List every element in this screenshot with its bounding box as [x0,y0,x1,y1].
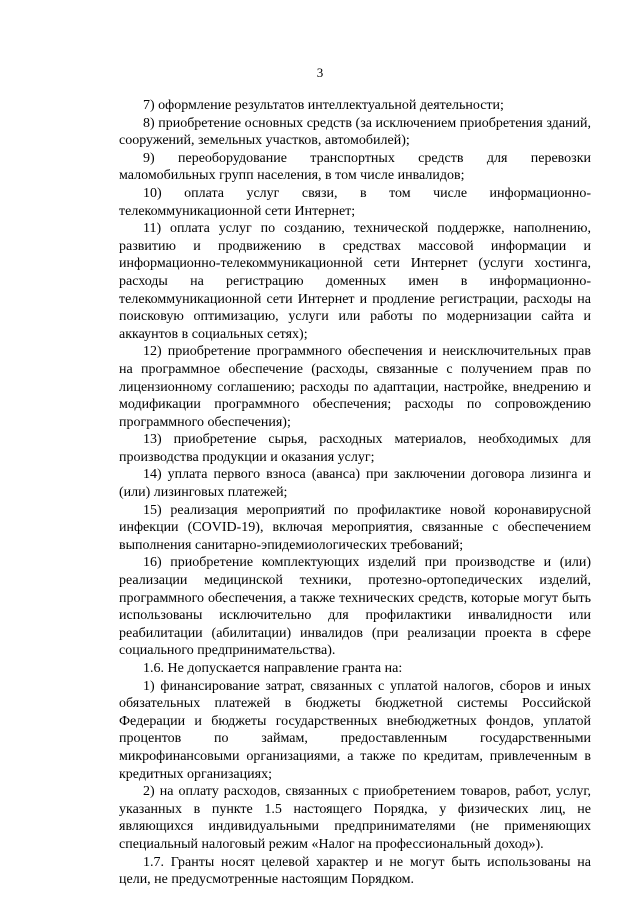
paragraph-item-15: 15) реализация мероприятий по профилактике новой коронавирусной инфекции (COVID-19), включая мероприятия, связанные с обеспечением выполнения санитарно-эпидемиологических требований; [119,502,591,553]
paragraph-item-11: 11) оплата услуг по созданию, технической поддержке, наполнению, развитию и продвижению в средствах массовой информации и информационно-телекоммуникационной сети Интернет (услуги хостинга, расходы на регистрацию доменных имен в информационно-телекоммуникационной сети Интернет и продление регистрации, расходы на поисковую оптимизацию, услуги или работы по модернизации сайта и аккаунтов в социальных сетях); [119,221,591,342]
paragraph-item-12: 12) приобретение программного обеспечения и неисключительных прав на программное обеспечение (расходы, связанные с получением прав по лицензионному соглашению; расходы по адаптации, настройке, внедрению и модификации программного обеспечения; расходы по сопровождению программного обеспечения); [119,344,591,430]
paragraph-restriction-1: 1) финансирование затрат, связанных с уплатой налогов, сборов и иных обязательных платежей в бюджеты бюджетной системы Российской Федерации и бюджеты государственных внебюджетных фондов, уплатой процентов по займам, предоставленным государственными микрофинансовыми организациями, а также по кредитам, привлеченным в кредитных организациях; [119,678,591,782]
page-number: 3 [316,65,324,80]
paragraph-restriction-2: 2) на оплату расходов, связанных с приобретением товаров, работ, услуг, указанных в пункте 1.5 настоящего Порядка, у физических лиц, не являющихся индивидуальными предпринимателями (не применяющих специальный налоговый режим «Налог на профессиональный доход»). [119,784,591,852]
paragraph-item-7: 7) оформление результатов интеллектуальной деятельности; [143,98,504,113]
paragraph-item-10: 10) оплата услуг связи, в том числе информационно-телекоммуникационной сети Интернет; [119,185,591,219]
document-body [119,97,591,889]
paragraph-item-8: 8) приобретение основных средств (за исключением приобретения зданий, сооружений, земельных участков, автомобилей); [119,115,591,149]
paragraph-item-13: 13) приобретение сырья, расходных материалов, необходимых для производства продукции и оказания услуг; [119,432,591,465]
section-1-6-heading: 1.6. Не допускается направление гранта на: [143,661,403,676]
section-1-7: 1.7. Гранты носят целевой характер и не могут быть использованы на цели, не предусмотренные настоящим Порядком. [119,854,591,888]
paragraph-item-16: 16) приобретение комплектующих изделий при производстве и (или) реализации медицинской техники, протезно-ортопедических изделий, программного обеспечения, а также технических средств, которые могут быть использованы исключительно для профилактики инвалидности или реабилитации (абилитации) инвалидов (при реализации проекта в сфере социального предпринимательства). [119,555,591,659]
paragraph-item-9: 9) переоборудование транспортных средств для перевозки маломобильных групп населения, в том числе инвалидов; [119,150,591,184]
paragraph-item-14: 14) уплата первого взноса (аванса) при заключении договора лизинга и (или) лизинговых платежей; [119,467,591,501]
